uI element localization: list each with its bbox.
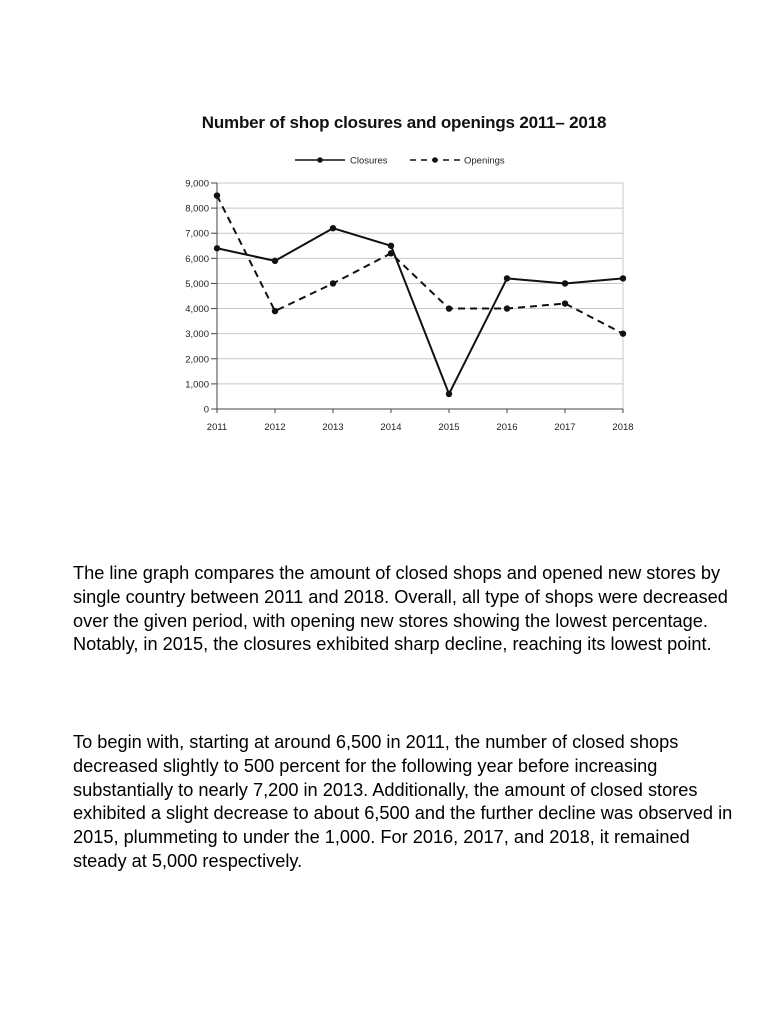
chart-series	[214, 192, 626, 397]
closures-data-point	[388, 243, 394, 249]
y-tick-label: 2,000	[185, 354, 209, 366]
chart-title: Number of shop closures and openings 2011– 2018	[201, 113, 607, 132]
openings-data-point	[330, 280, 336, 286]
y-tick-label: 3,000	[185, 329, 209, 341]
closures-data-point	[446, 391, 452, 397]
x-tick-label: 2018	[612, 422, 634, 433]
x-tick-label: 2016	[496, 422, 518, 433]
closures-data-point	[504, 275, 510, 281]
openings-series-line	[217, 196, 623, 334]
x-tick-label: 2017	[554, 422, 576, 433]
openings-data-point	[620, 330, 626, 336]
closures-data-point	[214, 245, 220, 251]
closures-data-point	[562, 280, 568, 286]
openings-data-point	[214, 192, 220, 198]
x-tick-label: 2012	[264, 422, 286, 433]
y-tick-label: 9,000	[185, 178, 209, 190]
y-tick-label: 7,000	[185, 228, 209, 240]
openings-data-point	[504, 305, 510, 311]
essay-paragraph-intro: The line graph compares the amount of closed shops and opened new stores by single country between 2011 and 2018. Overall, all type of shops were decreased over the given period, with opening new stores showing the lowest percentage. Notably, in 2015, the closures exhibited sharp decline, reaching its lowest point.	[73, 563, 728, 655]
legend-closures-marker	[317, 157, 323, 163]
x-tick-label: 2013	[322, 422, 344, 433]
openings-data-point	[272, 308, 278, 314]
chart-gridlines	[217, 183, 623, 409]
y-tick-label: 1,000	[185, 379, 209, 391]
closures-data-point	[330, 225, 336, 231]
chart-legend	[295, 156, 505, 167]
openings-data-point	[562, 300, 568, 306]
essay-paragraph-body: To begin with, starting at around 6,500 in 2011, the number of closed shops decreased slightly to 500 percent for the following year before increasing substantially to nearly 7,200 in 2013. Additionally, the amount of closed stores exhibited a slight decrease to about 6,500 and the further decline was observed in 2015, plummeting to under the 1,000. For 2016, 2017, and 2018, it remained steady at 5,000 respectively.	[73, 732, 733, 871]
y-tick-label: 6,000	[185, 253, 209, 265]
x-tick-label: 2015	[438, 422, 460, 433]
x-tick-label: 2011	[206, 422, 228, 433]
openings-data-point	[446, 305, 452, 311]
y-tick-label: 8,000	[185, 203, 209, 215]
legend-closures-label: Closures	[350, 155, 388, 167]
y-tick-label: 5,000	[185, 278, 209, 290]
y-tick-label: 4,000	[185, 304, 209, 316]
closures-data-point	[620, 275, 626, 281]
legend-openings-label: Openings	[464, 155, 505, 167]
y-tick-label: 0	[203, 404, 209, 416]
openings-data-point	[388, 250, 394, 256]
legend-openings-marker	[432, 157, 438, 163]
closures-data-point	[272, 258, 278, 264]
x-tick-label: 2014	[380, 422, 402, 433]
